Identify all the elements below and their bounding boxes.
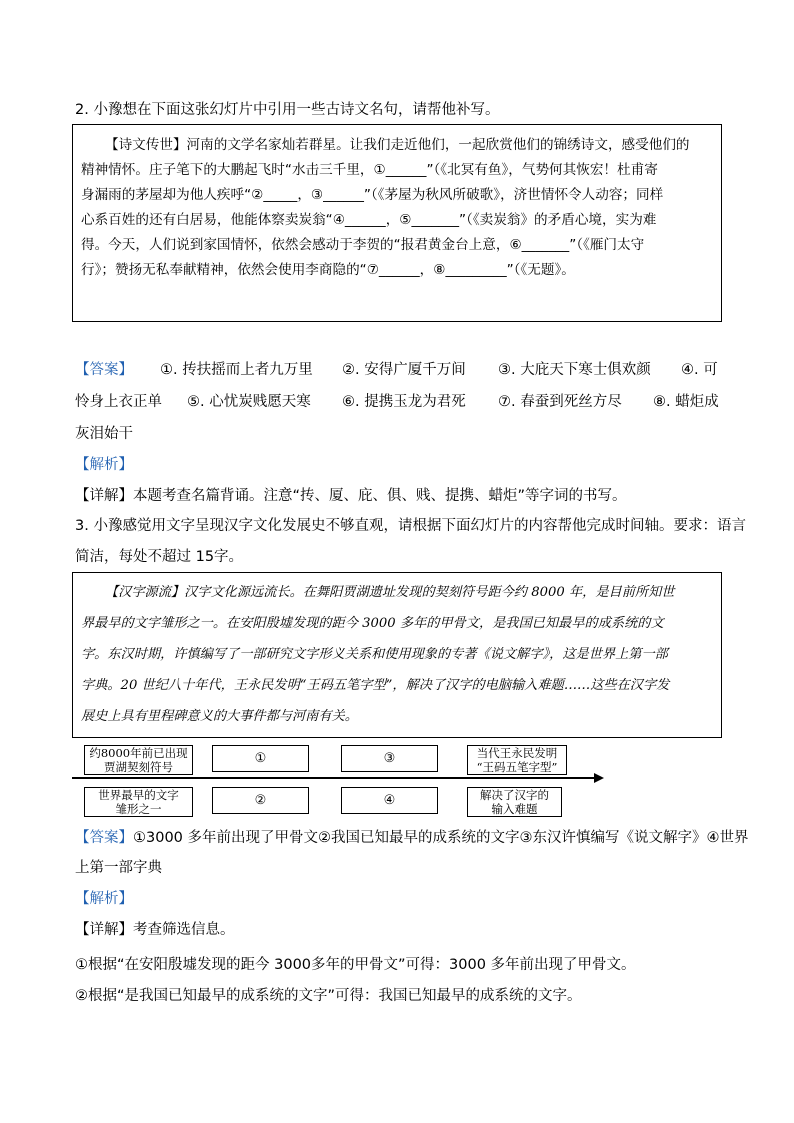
q2-answer-1: ①. 抟扶摇而上者九万里 — [160, 362, 313, 378]
q3-answer-text: ①3000 多年前出现了甲骨文②我国已知最早的成系统的文字③东汉许慎编写《说文解字》④世界 — [133, 830, 749, 846]
q3-box-line-5: 展史上具有里程碑意义的大事件都与河南有关。 — [81, 709, 358, 724]
q2-answer-8a: ⑧. 蜡炬成 — [653, 394, 719, 410]
q2-box-line-1: 【诗文传世】河南的文学名家灿若群星。让我们走近他们，一起欣赏他们的锦绣诗文，感受他们的 — [105, 137, 690, 153]
q2-slide-box — [72, 124, 722, 322]
q2-box-line-4: 心系百姓的还有白居易，他能体察卖炭翁“④______，⑤_______”（《卖炭翁》的矛盾心境，实为难 — [81, 212, 657, 228]
q3-answer-label: 【答案】 — [75, 830, 133, 846]
timeline-top-4: 当代王永民发明 “王码五笔字型” — [467, 745, 567, 775]
question-3-title-line-1: 3. 小豫感觉用文字呈现汉字文化发展史不够直观，请根据下面幻灯片的内容帮他完成时间轴。要求：语言 — [75, 518, 746, 534]
q3-box-line-2: 界最早的文字雏形之一。在安阳殷墟发现的距今 3000 多年的甲骨文，是我国已知最早的成系统的文 — [81, 616, 664, 631]
timeline-bottom-1: 世界最早的文字 雏形之一 — [84, 787, 193, 817]
q2-answer-5: ⑤. 心忧炭贱愿天寒 — [187, 394, 311, 410]
timeline-bottom-3: ④ — [341, 787, 438, 814]
timeline-bottom-2: ② — [212, 787, 309, 814]
q3-answer-line-1 — [75, 828, 749, 848]
q2-box-line-2: 精神情怀。庄子笔下的大鹏起飞时“水击三千里，①______”（《北冥有鱼》，气势何其恢宏！杜甫寄 — [81, 162, 658, 178]
q3-detail: 【详解】考查筛选信息。 — [75, 922, 235, 938]
q2-answer-6: ⑥. 提携玉龙为君死 — [342, 394, 466, 410]
timeline-top-2: ① — [212, 745, 309, 772]
q2-answer-2: ②. 安得广厦千万间 — [342, 362, 466, 378]
q3-box-line-1: 【汉字源流】汉字文化源远流长。在舞阳贾湖遗址发现的契刻符号距今约 8000 年，是目前所知世 — [105, 585, 675, 600]
q2-answer-8b: 灰泪始干 — [75, 426, 133, 442]
q2-answer-3: ③. 大庇天下寒士俱欢颜 — [498, 362, 651, 378]
q3-slide-box — [72, 572, 722, 738]
question-2-title: 2. 小豫想在下面这张幻灯片中引用一些古诗文名句，请帮他补写。 — [75, 102, 500, 118]
q2-detail: 【详解】本题考查名篇背诵。注意“抟、厦、庇、俱、贱、提携、蜡炬”等字词的书写。 — [75, 488, 627, 504]
q2-box-line-6: 行》；赞扬无私奉献精神，依然会使用李商隐的“⑦______，⑧_________”（《无题》。 — [81, 262, 575, 278]
timeline-top-1: 约8000年前已出现 贾湖契刻符号 — [84, 745, 193, 775]
question-3-title-line-2: 简洁，每处不超过 15字。 — [75, 549, 244, 565]
timeline-axis — [72, 777, 597, 779]
timeline-bottom-4: 解决了汉字的 输入难题 — [467, 787, 562, 817]
q2-answer-4a: ④. 可 — [681, 362, 718, 378]
q2-answer-label: 【答案】 — [75, 362, 133, 378]
q3-note-1: ①根据“在安阳殷墟发现的距今 3000多年的甲骨文”可得：3000 多年前出现了甲骨文。 — [75, 957, 636, 973]
q2-analysis-label: 【解析】 — [75, 457, 133, 473]
q2-box-line-5: 得。今天，人们说到家国情怀，依然会感动于李贺的“报君黄金台上意，⑥_______”（《雁门太守 — [81, 237, 645, 253]
q2-answer-4b: 怜身上衣正单 — [75, 394, 162, 410]
q3-analysis-label: 【解析】 — [75, 891, 133, 907]
q3-box-line-3: 字。东汉时期，许慎编写了一部研究文字形义关系和使用现象的专著《说文解字》，这是世界上第一部 — [81, 647, 668, 662]
q3-answer-line-2: 上第一部字典 — [75, 860, 162, 876]
timeline-top-3: ③ — [341, 745, 438, 772]
q2-answer-7: ⑦. 春蚕到死丝方尽 — [498, 394, 622, 410]
timeline-arrowhead — [594, 773, 604, 783]
q2-box-line-3: 身漏雨的茅屋却为他人疾呼“②_____，③______”（《茅屋为秋风所破歌》，济世情怀令人动容；同样 — [81, 187, 664, 203]
q3-box-line-4: 字典。20 世纪八十年代，王永民发明“王码五笔字型”，解决了汉字的电脑输入难题……这些在汉字发 — [81, 678, 670, 693]
q3-note-2: ②根据“是我国已知最早的成系统的文字”可得：我国已知最早的成系统的文字。 — [75, 988, 582, 1004]
